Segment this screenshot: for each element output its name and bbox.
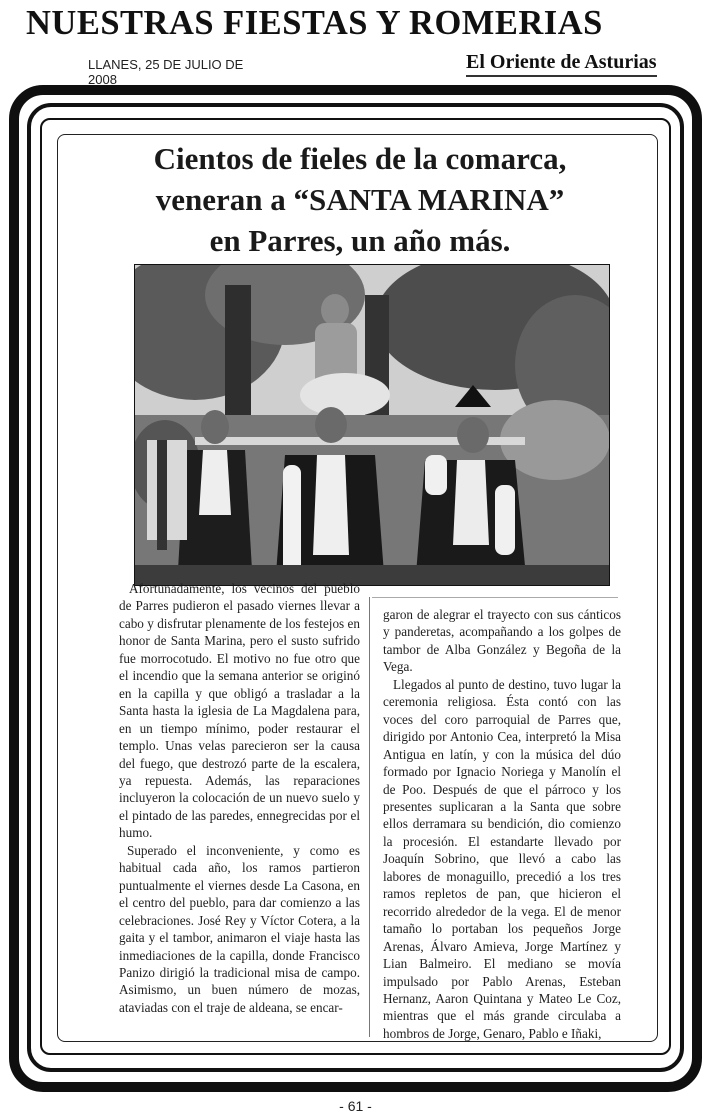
- column-divider: [369, 597, 370, 1037]
- article-column-right: [383, 606, 621, 1041]
- section-title: NUESTRAS FIESTAS Y ROMERIAS: [26, 4, 603, 42]
- article-paragraph: Afortunadamente, los vecinos del pueblo de Parres pudieron el pasado viernes llevar a cabo y disfrutar plenamente de los festejos en honor de Santa Marina, pero el susto sufrido fue morrocotudo. El motivo no fue otro que el incendio que la semana anterior se originó en la capilla y que obligó a trasladar a la Santa hasta la iglesia de La Magdalena para, en un tiempo mínimo, poder restaurar el templo. Unas velas parecieron ser la causa del fuego, que destrozó parte de la escalera, ya repuesta. Además, las reparaciones incluyeron la colocación de un nuevo suelo y el pintado de las paredes, ennegrecidas por el humo.: [119, 581, 360, 841]
- date-line: LLANES, 25 DE JULIO DE 2008: [88, 57, 268, 90]
- article-headline: [80, 138, 640, 261]
- article-column-left: [119, 580, 360, 1040]
- newspaper-source: El Oriente de Asturias: [466, 51, 657, 77]
- procession-photo: [134, 264, 610, 586]
- article-paragraph: Superado el inconveniente, y como es habitual cada año, los ramos partieron puntualmente el viernes desde La Casona, en el centro del pueblo, para dar comienzo a las celebraciones. José Rey y Víctor Cotera, a la gaita y el tambor, animaron el viaje hasta las inmediaciones de la capilla, donde Francisco Panizo dirigió la tradicional misa de campo. Asimismo, un buen número de mozas, ataviadas con el traje de aldeana, se encar-: [119, 842, 360, 1015]
- headline-line-1: Cientos de fieles de la comarca,: [153, 141, 567, 176]
- headline-line-2: veneran a “SANTA MARINA”: [155, 182, 565, 217]
- headline-line-3: en Parres, un año más.: [209, 223, 511, 258]
- page-number: - 61 -: [339, 1098, 372, 1114]
- article-paragraph: garon de alegrar el trayecto con sus cánticos y panderetas, acompañando a los golpes de tambor de Alba González y Begoña de la Vega.: [383, 607, 621, 675]
- column-top-rule: [372, 597, 618, 598]
- article-paragraph: Llegados al punto de destino, tuvo lugar la ceremonia religiosa. Ésta contó con las voces del coro parroquial de Parres que, dirigido por Antonio Cea, interpretó la Misa Antigua en latín, y con la música del dúo formado por Ignacio Noriega y Manolín el de Poo. Después de que el párroco y los presentes suplicaran a la Santa que sobre ellos derramara su bendición, dio comienzo la procesión. El estandarte llevado por Joaquín Sobrino, que llevó a cabo las labores de monaguillo, precedió a los tres ramos repletos de pan, que hicieron el recorrido alrededor de la vega. El de menor tamaño lo portaban los pequeños Jorge Arenas, Álvaro Amieva, Jorge Martínez y Lian Balmeiro. El mediano se movía impulsado por Pablo Arenas, Esteban Hernanz, Aaron Quintana y Mateo Le Coz, mientras que el más grande circulaba a hombros de Jorge, Genaro, Pablo e Iñaki,: [383, 676, 621, 1041]
